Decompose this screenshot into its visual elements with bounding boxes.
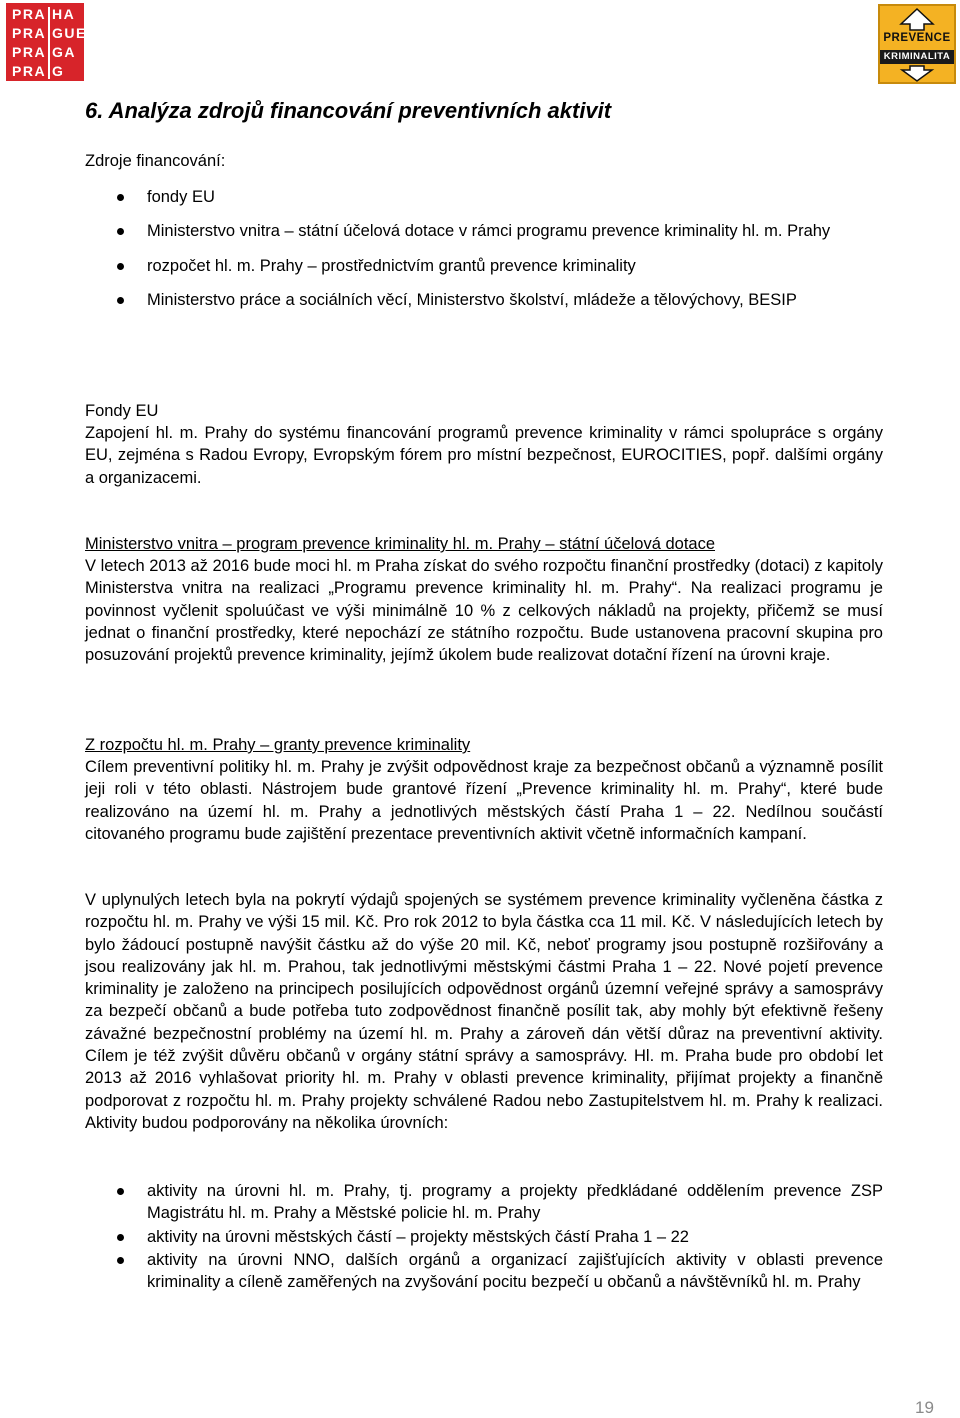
logo-text: GUE bbox=[52, 25, 87, 41]
logo-text: PRA bbox=[12, 44, 47, 60]
arrows-icon bbox=[880, 6, 954, 82]
prevence-kriminality-logo bbox=[878, 4, 956, 84]
budget-text-2: V uplynulých letech byla na pokrytí výdajů spojených se systémem prevence kriminality vyčleněna částka z rozpočtu hl. m. Prahy ve výši 15 mil. Kč. Pro rok 2012 to byla částka cca 11 mil. Kč. V následujících letech by bylo žádoucí postupně navýšit částku až do výše 20 mil. Kč, neboť programy jsou postupně rozšiřovány a jsou realizovány jak hl. m. Prahou, tak jednotlivými městskými částmi Praha 1 – 22. Nové pojetí prevence kriminality je založeno na principech posilujících odpovědnost orgánů územní veřejné správy a samosprávy za bezpečí občanů a bude potřeba tuto zodpovědnost finančně posílit tak, aby mohly být efektivně řešeny závažné bezpečnostní problémy na území hl. m. Prahy a zároveň dán větší důraz na preventivní aktivity. Cílem je též zvýšit důvěru občanů v orgány státní správy a samosprávy. Hl. m. Praha bude pro období let 2013 až 2016 vyhlašovat priority hl. m. Prahy v oblasti prevence kriminality, přijímat projekty a finančně podporovat z rozpočtu hl. m. Prahy projekty schválené Radou nebo Zastupitelstvem hl. m. Prahy k realizaci. Aktivity budou podporovány na několika úrovních: bbox=[85, 891, 883, 1132]
logo-kriminalita-text: KRIMINALITA bbox=[880, 50, 954, 64]
list-item: aktivity na úrovni hl. m. Prahy, tj. programy a projekty předkládané oddělením prevence ZSP Magistrátu hl. m. Prahy a Městské policie hl. m. Prahy bbox=[85, 1180, 883, 1225]
list-item: fondy EU bbox=[85, 186, 883, 208]
list-item: aktivity na úrovni NNO, dalších orgánů a organizací zajišťujících aktivity v oblasti prevence kriminality a cíleně zaměřených na zvyšování pocitu bezpečí u občanů a návštěvníků hl. m. Prahy bbox=[85, 1249, 883, 1294]
list-item: aktivity na úrovni městských částí – projekty městských částí Praha 1 – 22 bbox=[85, 1226, 883, 1248]
logo-text: PRA bbox=[12, 6, 47, 22]
list-item: Ministerstvo práce a sociálních věcí, Ministerstvo školství, mládeže a tělovýchovy, BESIP bbox=[85, 289, 883, 311]
chapter-title: 6. Analýza zdrojů financování preventivních aktivit bbox=[85, 98, 612, 123]
list-item: Ministerstvo vnitra – státní účelová dotace v rámci programu prevence kriminality hl. m. Prahy bbox=[85, 220, 883, 242]
ministry-heading: Ministerstvo vnitra – program prevence kriminality hl. m. Prahy – státní účelová dotace bbox=[85, 535, 716, 553]
logo-divider bbox=[48, 7, 50, 79]
sources-heading: Zdroje financování: bbox=[85, 152, 226, 170]
logo-text: G bbox=[52, 63, 65, 79]
budget-text-1: Cílem preventivní politiky hl. m. Prahy je zvýšit odpovědnost kraje za bezpečnost občanů a významně posílit jeji roli v této oblasti. Nástrojem bude grantové řízení „Prevence kriminality hl. m. Prahy“, které bude realizováno na území hl. m. Prahy a jednotlivých městských částí Praha 1 – 22. Nedílnou součástí citovaného programu bude zajištění prezentace preventivních aktivit včetně informačních kampaní. bbox=[85, 758, 883, 843]
budget-heading: Z rozpočtu hl. m. Prahy – granty prevence kriminality bbox=[85, 736, 471, 754]
support-levels-list bbox=[85, 1180, 883, 1293]
logo-prevence-text: PREVENCE bbox=[883, 32, 951, 44]
ministry-text: V letech 2013 až 2016 bude moci hl. m Praha získat do svého rozpočtu finanční prostředky (dotaci) z kapitoly Ministerstva vnitra na realizaci „Programu prevence kriminality hl. m. Prahy“. Na realizaci programu je povinnost vyčlenit spoluúčast ve výši minimálně 10 % z celkových nákladů na projekty, přičemž se musí jednat o finanční prostředky, které nepochází ze státního rozpočtu. Bude ustanovena pracovní skupina pro posuzování projektů prevence kriminality, jejímž úkolem bude realizovat dotační řízení na úrovni kraje. bbox=[85, 557, 883, 665]
sources-list bbox=[85, 186, 883, 311]
page-number: 19 bbox=[915, 1398, 934, 1417]
eu-funds-heading: Fondy EU bbox=[85, 402, 159, 420]
list-item: rozpočet hl. m. Prahy – prostřednictvím grantů prevence kriminality bbox=[85, 255, 883, 277]
logo-text: PRA bbox=[12, 63, 47, 79]
logo-text: GA bbox=[52, 44, 76, 60]
logo-text: HA bbox=[52, 6, 76, 22]
logo-text: PRA bbox=[12, 25, 47, 41]
eu-funds-text: Zapojení hl. m. Prahy do systému financování programů prevence kriminality v rámci spolupráce s orgány EU, zejména s Radou Evropy, Evropským fórem pro místní bezpečnost, EUROCITIES, popř. dalšími orgány a organizacemi. bbox=[85, 424, 883, 487]
praha-logo bbox=[6, 3, 87, 81]
